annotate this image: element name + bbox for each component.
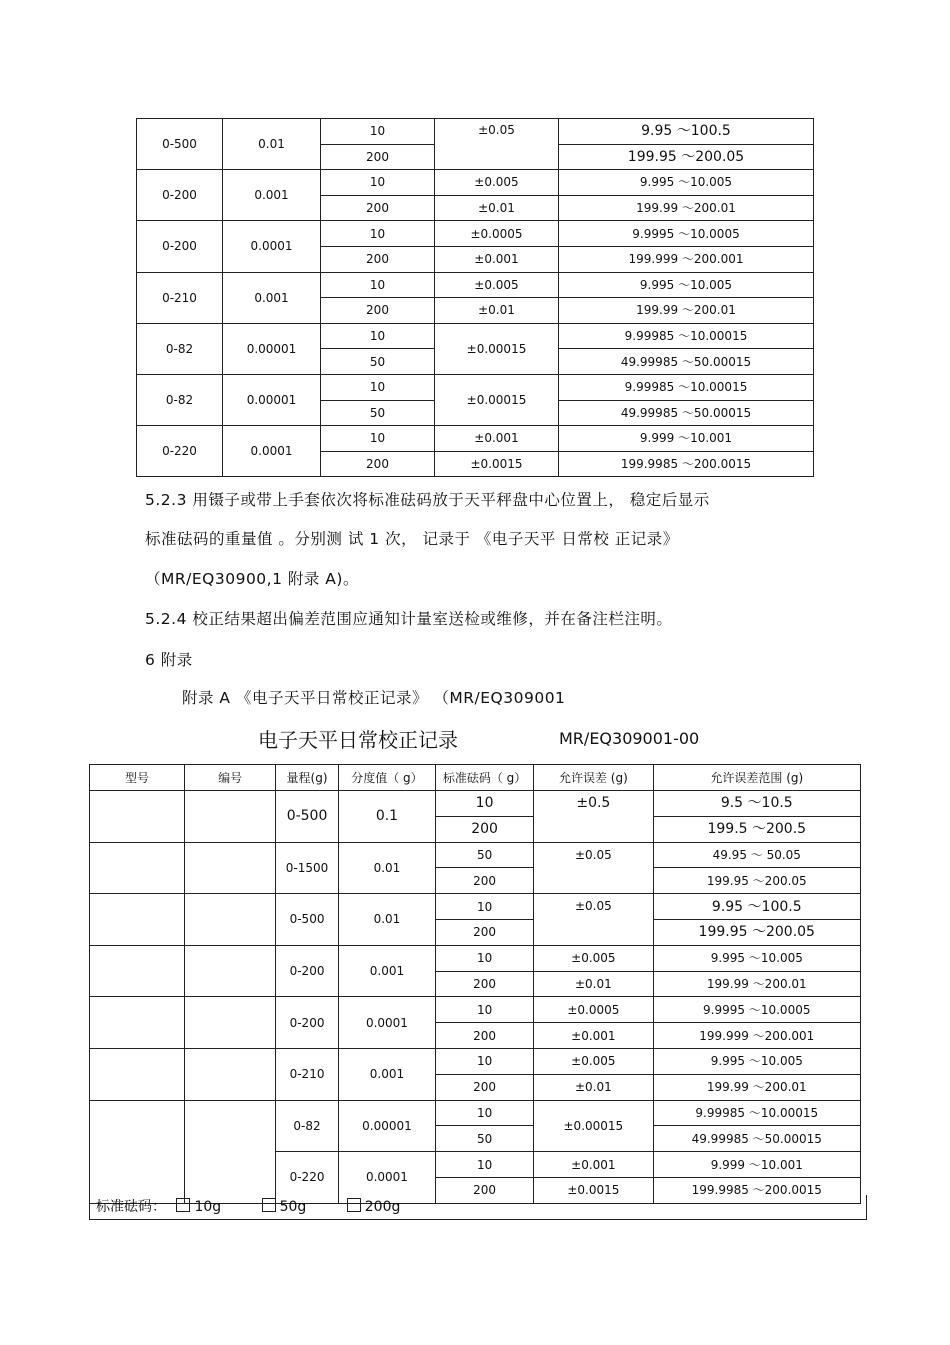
range-cell: 0-82: [137, 374, 223, 425]
error-cell: ±0.00015: [435, 374, 559, 425]
division-cell: 0.01: [338, 842, 435, 894]
model-cell[interactable]: [90, 945, 185, 997]
calibration-table: [136, 118, 814, 477]
error-cell: ±0.0005: [435, 221, 559, 247]
range-cell: 0-210: [137, 272, 223, 323]
weight-cell: 10: [436, 1152, 534, 1178]
weight-cell: 200: [321, 451, 435, 477]
header-row: [90, 765, 861, 791]
range-cell: 0-200: [137, 170, 223, 221]
limit-cell: 199.95 ～200.05: [653, 919, 860, 945]
model-cell[interactable]: [90, 1048, 185, 1100]
error-cell: ±0.01: [435, 298, 559, 324]
weight-cell: 200: [436, 1177, 534, 1203]
model-cell[interactable]: [90, 842, 185, 894]
option-50g[interactable]: [256, 1199, 307, 1215]
form-title: 电子天平日常校正记录: [258, 728, 458, 752]
limit-cell: 199.5 ～200.5: [653, 816, 860, 842]
limit-cell: 199.9985 ～200.0015: [653, 1177, 860, 1203]
division-cell: 0.01: [223, 119, 321, 170]
header-range: 量程(g): [276, 765, 339, 791]
limit-cell: 199.99 ～200.01: [559, 298, 814, 324]
weight-cell: 10: [436, 997, 534, 1023]
checkbox-50g[interactable]: [262, 1198, 276, 1212]
table-row: [90, 1100, 861, 1126]
weight-cell: 10: [436, 945, 534, 971]
limit-cell: 9.99985 ～10.00015: [559, 374, 814, 400]
limit-cell: 9.5 ～10.5: [653, 791, 860, 817]
range-cell: 0-500: [276, 894, 339, 946]
error-cell: ±0.00015: [534, 1100, 653, 1152]
range-cell: 0-200: [276, 997, 339, 1049]
form-code: MR/EQ309001-00: [559, 729, 700, 748]
weight-cell: 10: [321, 323, 435, 349]
weight-cell: 50: [321, 349, 435, 375]
limit-cell: 9.9995 ～10.0005: [653, 997, 860, 1023]
limit-cell: 9.99985 ～10.00015: [559, 323, 814, 349]
limit-cell: 9.995 ～10.005: [559, 170, 814, 196]
weight-cell: 10: [321, 170, 435, 196]
weight-cell: 200: [436, 1023, 534, 1049]
header-serial: 编号: [185, 765, 276, 791]
division-cell: 0.00001: [223, 374, 321, 425]
error-cell: ±0.0015: [534, 1177, 653, 1203]
division-cell: 0.0001: [223, 426, 321, 477]
checkbox-200g[interactable]: [347, 1198, 361, 1212]
limit-cell: 49.95 ～ 50.05: [653, 842, 860, 868]
range-cell: 0-220: [276, 1152, 339, 1204]
division-cell: 0.001: [223, 170, 321, 221]
error-cell: ±0.001: [534, 1023, 653, 1049]
table-row: [90, 1048, 861, 1074]
limit-cell: 9.99985 ～10.00015: [653, 1100, 860, 1126]
serial-cell[interactable]: [185, 791, 276, 843]
table-row: [90, 791, 861, 817]
error-cell: ±0.005: [435, 170, 559, 196]
range-cell: 0-220: [137, 426, 223, 477]
paragraph-5-2-4: 5.2.4 校正结果超出偏差范围应通知计量室送检或维修，并在备注栏注明。: [145, 610, 673, 628]
header-limits: 允许误差范围 (g): [653, 765, 860, 791]
limit-cell: 49.99985 ～50.00015: [559, 349, 814, 375]
error-cell: ±0.005: [534, 945, 653, 971]
division-cell: 0.0001: [338, 1152, 435, 1204]
weight-cell: 200: [436, 1074, 534, 1100]
weight-cell: 10: [436, 1048, 534, 1074]
division-cell: 0.001: [223, 272, 321, 323]
serial-cell[interactable]: [185, 894, 276, 946]
limit-cell: 49.99985 ～50.00015: [559, 400, 814, 426]
division-cell: 0.1: [338, 791, 435, 843]
paragraph-5-2-3-line1: 5.2.3 用镊子或带上手套依次将标准砝码放于天平秤盘中心位置上， 稳定后显示: [145, 491, 710, 509]
division-cell: 0.00001: [338, 1100, 435, 1152]
error-cell: ±0.01: [534, 971, 653, 997]
error-cell: ±0.0005: [534, 997, 653, 1023]
checkbox-10g[interactable]: [176, 1198, 190, 1212]
table-row: [90, 894, 861, 920]
weight-cell: 10: [321, 119, 435, 145]
error-cell: ±0.005: [534, 1048, 653, 1074]
range-cell: 0-210: [276, 1048, 339, 1100]
table-row: [90, 842, 861, 868]
weight-cell: 10: [436, 791, 534, 817]
limit-cell: 9.995 ～10.005: [653, 1048, 860, 1074]
table-row: [90, 945, 861, 971]
division-cell: 0.01: [338, 894, 435, 946]
serial-cell[interactable]: [185, 842, 276, 894]
limit-cell: 9.999 ～10.001: [559, 426, 814, 452]
limit-cell: 199.9985 ～200.0015: [559, 451, 814, 477]
limit-cell: 199.99 ～200.01: [653, 971, 860, 997]
error-cell: ±0.0015: [435, 451, 559, 477]
range-cell: 0-1500: [276, 842, 339, 894]
weight-cell: 50: [436, 842, 534, 868]
error-cell: ±0.01: [435, 195, 559, 221]
paragraph-5-2-3-line3: （MR/EQ30900,1 附录 A)。: [145, 570, 359, 588]
limit-cell: 9.95 ～100.5: [653, 894, 860, 920]
error-cell: ±0.001: [534, 1152, 653, 1178]
weight-cell: 50: [321, 400, 435, 426]
limit-cell: 9.999 ～10.001: [653, 1152, 860, 1178]
option-label: 10g: [194, 1199, 222, 1215]
limit-cell: 199.99 ～200.01: [653, 1074, 860, 1100]
option-200g[interactable]: [341, 1199, 401, 1215]
standard-weight-footer: [89, 1195, 867, 1220]
error-cell: ±0.00015: [435, 323, 559, 374]
error-cell: ±0.05: [534, 894, 653, 946]
division-cell: 0.0001: [223, 221, 321, 272]
model-cell[interactable]: [90, 1100, 185, 1203]
limit-cell: 9.995 ～10.005: [559, 272, 814, 298]
weight-cell: 10: [436, 1100, 534, 1126]
weight-cell: 10: [436, 894, 534, 920]
header-weight: 标准砝码（ g）: [436, 765, 534, 791]
table-row: [137, 272, 814, 298]
table-row: [137, 119, 814, 145]
weight-cell: 10: [321, 426, 435, 452]
division-cell: 0.001: [338, 1048, 435, 1100]
header-error: 允许误差 (g): [534, 765, 653, 791]
record-form-table: [89, 764, 861, 1204]
section-6-heading: 6 附录: [145, 651, 193, 669]
range-cell: 0-200: [137, 221, 223, 272]
limit-cell: 199.999 ～200.001: [653, 1023, 860, 1049]
option-label: 200g: [364, 1199, 401, 1215]
serial-cell[interactable]: [185, 1100, 276, 1203]
error-cell: ±0.005: [435, 272, 559, 298]
weight-cell: 200: [321, 144, 435, 170]
header-division: 分度值（ g）: [338, 765, 435, 791]
table-row: [90, 997, 861, 1023]
appendix-a-line: 附录 A 《电子天平日常校正记录》 （MR/EQ309001: [182, 689, 566, 707]
error-cell: ±0.001: [435, 246, 559, 272]
standard-weight-label: 标准砝码：: [96, 1199, 166, 1215]
weight-cell: 200: [436, 919, 534, 945]
weight-cell: 50: [436, 1126, 534, 1152]
option-label: 50g: [279, 1199, 307, 1215]
table-row: [137, 426, 814, 452]
range-cell: 0-500: [276, 791, 339, 843]
limit-cell: 9.995 ～10.005: [653, 945, 860, 971]
limit-cell: 9.95 ～100.5: [559, 119, 814, 145]
serial-cell[interactable]: [185, 945, 276, 997]
limit-cell: 199.999 ～200.001: [559, 246, 814, 272]
division-cell: 0.00001: [223, 323, 321, 374]
limit-cell: 199.95 ～200.05: [559, 144, 814, 170]
table-row: [137, 374, 814, 400]
model-cell[interactable]: [90, 997, 185, 1049]
weight-cell: 200: [321, 246, 435, 272]
paragraph-5-2-3-line2: 标准砝码的重量值 。分别测 试 1 次， 记录于 《电子天平 日常校 正记录》: [145, 530, 679, 548]
range-cell: 0-500: [137, 119, 223, 170]
serial-cell[interactable]: [185, 1048, 276, 1100]
header-model: 型号: [90, 765, 185, 791]
error-cell: ±0.5: [534, 791, 653, 843]
error-cell: ±0.05: [534, 842, 653, 894]
error-cell: ±0.001: [435, 426, 559, 452]
weight-cell: 200: [321, 195, 435, 221]
table-row: [137, 323, 814, 349]
division-cell: 0.001: [338, 945, 435, 997]
serial-cell[interactable]: [185, 997, 276, 1049]
model-cell[interactable]: [90, 894, 185, 946]
limit-cell: 199.99 ～200.01: [559, 195, 814, 221]
weight-cell: 10: [321, 374, 435, 400]
limit-cell: 199.95 ～200.05: [653, 868, 860, 894]
table-row: [137, 221, 814, 247]
range-cell: 0-82: [137, 323, 223, 374]
range-cell: 0-82: [276, 1100, 339, 1152]
option-10g[interactable]: [170, 1199, 221, 1215]
weight-cell: 200: [321, 298, 435, 324]
table-row: [137, 170, 814, 196]
error-cell: ±0.05: [435, 119, 559, 170]
error-cell: ±0.01: [534, 1074, 653, 1100]
limit-cell: 9.9995 ～10.0005: [559, 221, 814, 247]
limit-cell: 49.99985 ～50.00015: [653, 1126, 860, 1152]
weight-cell: 10: [321, 272, 435, 298]
weight-cell: 200: [436, 868, 534, 894]
division-cell: 0.0001: [338, 997, 435, 1049]
range-cell: 0-200: [276, 945, 339, 997]
weight-cell: 200: [436, 971, 534, 997]
weight-cell: 10: [321, 221, 435, 247]
weight-cell: 200: [436, 816, 534, 842]
model-cell[interactable]: [90, 791, 185, 843]
